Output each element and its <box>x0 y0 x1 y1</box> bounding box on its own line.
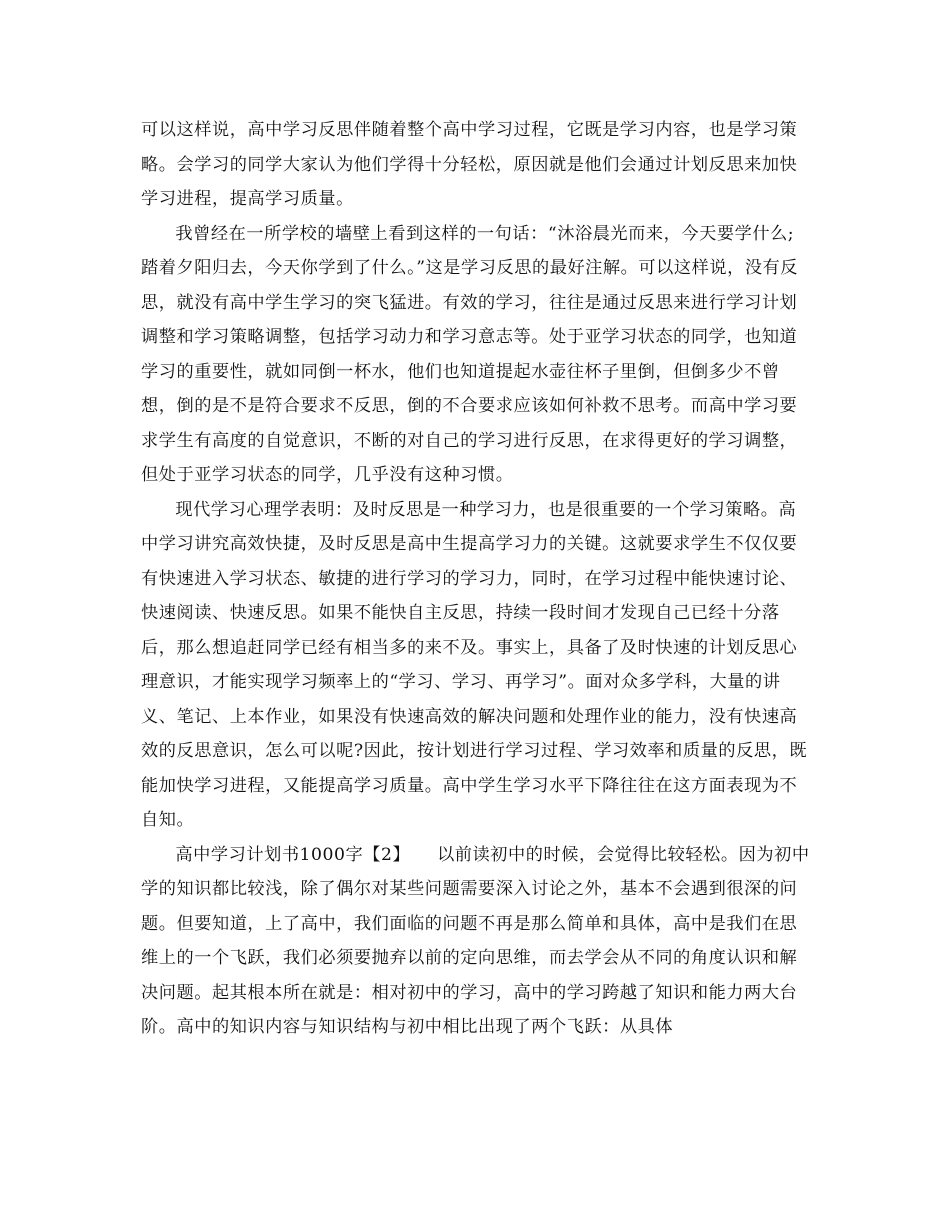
paragraph-4: 高中学习计划书1000字【2】 以前读初中的时候，会觉得比较轻松。因为初中学的知识都比较浅，除了偶尔对某些问题需要深入讨论之外，基本不会遇到很深的问题。但要知道，上了高中，我们面临的问题不再是那么简单和具体，高中是我们在思维上的一个飞跃，我们必须要抛弃以前的定向思维，而去学会从不同的角度认识和解决问题。起其根本所在就是：相对初中的学习，高中的学习跨越了知识和能力两大台阶。高中的知识内容与知识结构与初中相比出现了两个飞跃：从具体 <box>141 844 810 1037</box>
paragraph-2: 我曾经在一所学校的墙壁上看到这样的一句话：“沐浴晨光而来，今天要学什么;踏着夕阳归去，今天你学到了什么。”这是学习反思的最好注解。可以这样说，没有反思，就没有高中学生学习的突飞猛进。有效的学习，往往是通过反思来进行学习计划调整和学习策略调整，包括学习动力和学习意志等。处于亚学习状态的同学，也知道学习的重要性，就如同倒一杯水，他们也知道提起水壶往杯子里倒，但倒多少不曾想，倒的是不是符合要求不反思，倒的不合要求应该如何补救不思考。而高中学习要求学生有高度的自觉意识，不断的对自己的学习进行反思，在求得更好的学习调整，但处于亚学习状态的同学，几乎没有这种习惯。 <box>141 223 799 485</box>
paragraph-1: 可以这样说，高中学习反思伴随着整个高中学习过程，它既是学习内容，也是学习策略。会学习的同学大家认为他们学得十分轻松，原因就是他们会通过计划反思来加快学习进程，提高学习质量。 <box>141 120 798 209</box>
paragraph-3: 现代学习心理学表明：及时反思是一种学习力，也是很重要的一个学习策略。高中学习讲究高效快捷，及时反思是高中生提高学习力的关键。这就要求学生不仅仅要有快速进入学习状态、敏捷的进行学习的学习力，同时，在学习过程中能快速讨论、快速阅读、快速反思。如果不能快自主反思，持续一段时间才发现自己已经十分落后，那么想追赶同学已经有相当多的来不及。事实上，具备了及时快速的计划反思心理意识，才能实现学习频率上的“学习、学习、再学习”。面对众多学科，大量的讲义、笔记、上本作业，如果没有快速高效的解决问题和处理作业的能力，没有快速高效的反思意识，怎么可以呢?因此，按计划进行学习过程、学习效率和质量的反思，既能加快学习进程，又能提高学习质量。高中学生学习水平下降往往在这方面表现为不自知。 <box>141 499 808 830</box>
document-body <box>141 113 811 1045</box>
